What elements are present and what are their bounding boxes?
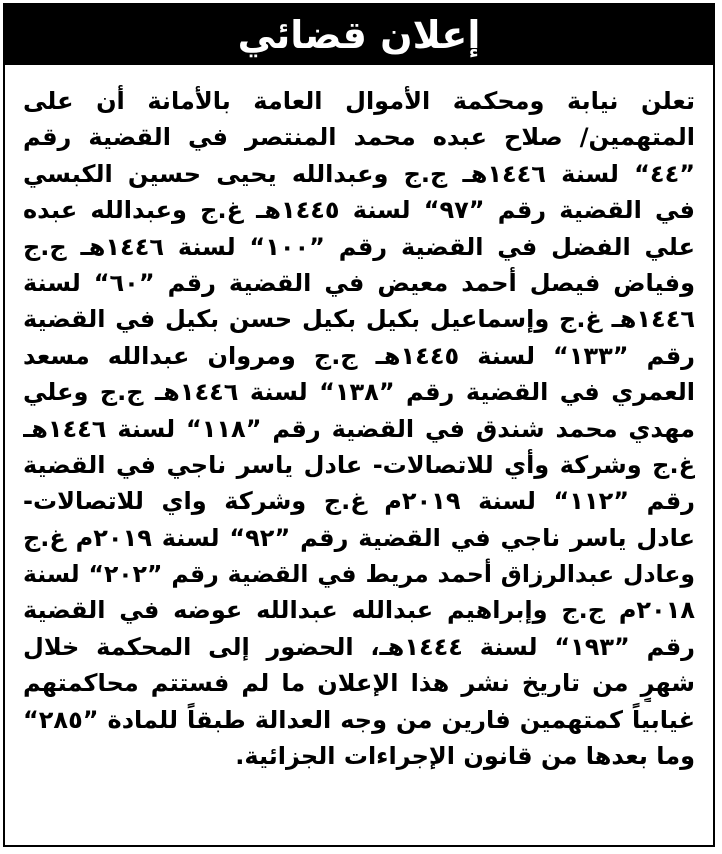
notice-line: ٢٠١٨م ج.ج وإبراهيم عبدالله عبدالله عوضه في القضية [23,596,695,625]
notice-line: رقم ”١١٢“ لسنة ٢٠١٩م غ.ج وشركة واي للاتصالات- [23,487,695,516]
notice-line: وفياض فيصل أحمد معيض في القضية رقم ”٦٠“ لسنة [23,268,695,297]
notice-line: رقم ”١٩٣“ لسنة ١٤٤٤هـ، الحضور إلى المحكمة خلال [23,632,695,661]
notice-line: ”٤٤“ لسنة ١٤٤٦هـ ج.ج وعبدالله يحيى حسين الكبسي [23,159,695,188]
notice-line: العمري في القضية رقم ”١٣٨“ لسنة ١٤٤٦هـ ج.ج وعلي [23,378,695,407]
notice-header [5,5,713,65]
notice-line: وعادل عبدالرزاق أحمد مريط في القضية رقم ”٢٠٢“ لسنة [23,560,695,589]
notice-line: غيابياً كمتهمين فارين من وجه العدالة طبقاً للمادة ”٢٨٥“ [23,705,695,734]
notice-title: إعلان قضائي [237,13,481,57]
notice-line: في القضية رقم ”٩٧“ لسنة ١٤٤٥هـ غ.ج وعبدالله عبده [23,196,695,225]
notice-line: تعلن نيابة ومحكمة الأموال العامة بالأمانة أن على [23,87,695,115]
legal-notice-box [3,3,715,847]
notice-line: رقم ”١٣٣“ لسنة ١٤٤٥هـ ج.ج ومروان عبدالله مسعد [23,341,695,370]
notice-line: علي الفضل في القضية رقم ”١٠٠“ لسنة ١٤٤٦هـ ج.ج [23,232,695,261]
notice-line: غ.ج وشركة وأي للاتصالات- عادل ياسر ناجي في القضية [23,450,695,479]
notice-line: شهرٍ من تاريخ نشر هذا الإعلان ما لم فستتم محاكمتهم [23,669,695,698]
notice-line: ١٤٤٦هـ غ.ج وإسماعيل بكيل بكيل حسن بكيل في القضية [23,305,695,334]
notice-body [23,83,695,774]
notice-line: وما بعدها من قانون الإجراءات الجزائية. [235,742,695,771]
notice-line: مهدي محمد شندق في القضية رقم ”١١٨“ لسنة ١٤٤٦هـ [23,414,695,443]
notice-line: المتهمين/ صلاح عبده محمد المنتصر في القضية رقم [23,123,695,152]
notice-line: عادل ياسر ناجي في القضية رقم ”٩٢“ لسنة ٢٠١٩م غ.ج [23,523,695,552]
